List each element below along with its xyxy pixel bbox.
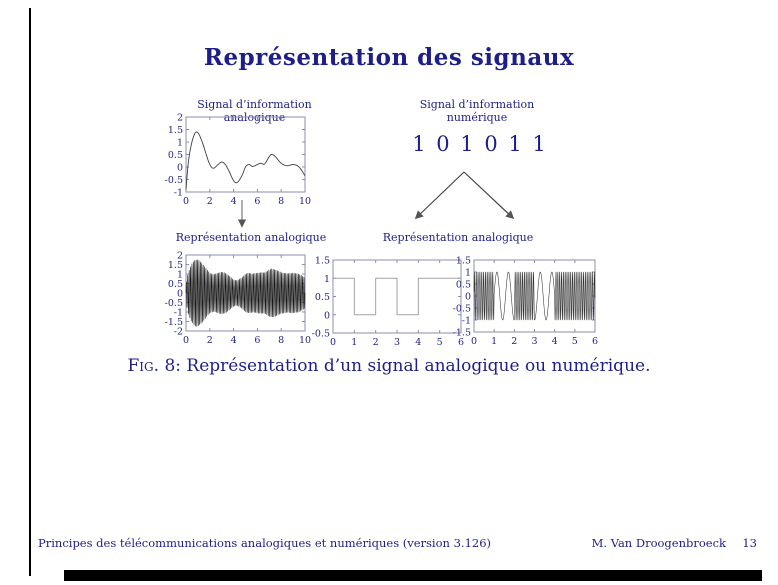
y-tick-label: 2 [176, 250, 183, 262]
y-tick-label: 0 [464, 291, 471, 303]
x-tick-label: 0 [329, 337, 337, 348]
fsk-signal-plot [448, 254, 605, 347]
footer-author: M. Van Droogenbroeck [591, 536, 726, 550]
x-tick-label: 10 [298, 196, 312, 207]
y-tick-label: 1 [176, 137, 183, 149]
y-tick-label: 1.5 [167, 125, 183, 136]
x-tick-label: 0 [182, 196, 190, 207]
fsk-plot-canvas [448, 254, 605, 347]
x-tick-label: 1 [351, 337, 358, 348]
x-tick-label: 5 [436, 337, 443, 348]
y-tick-label: -0.5 [164, 175, 183, 186]
y-tick-label: -1 [173, 307, 183, 319]
x-tick-label: 5 [571, 336, 578, 347]
footer-page-number: 13 [742, 536, 757, 550]
y-tick-label: 1 [176, 269, 183, 281]
y-tick-label: 1.5 [167, 260, 183, 271]
x-tick-label: 4 [230, 335, 237, 346]
figure-caption [0, 356, 778, 376]
x-tick-label: 2 [206, 335, 213, 346]
x-tick-label: 6 [457, 337, 465, 348]
y-tick-label: -1.5 [452, 327, 471, 339]
x-tick-label: 2 [206, 196, 213, 207]
y-tick-label: 0.5 [167, 150, 183, 161]
binary-digits: 1 0 1 0 1 1 [412, 132, 548, 156]
repr-analog-left-label: Représentation analogique [175, 231, 327, 244]
x-tick-label: 2 [511, 336, 518, 347]
flow-arrows [180, 160, 540, 235]
y-tick-label: 0 [176, 288, 183, 300]
y-tick-label: -0.5 [311, 328, 330, 340]
x-tick-label: 6 [591, 336, 599, 347]
down-left-arrow-icon [416, 172, 464, 218]
signal-trace [186, 260, 305, 327]
y-tick-label: 0.5 [167, 279, 183, 290]
x-tick-label: 6 [254, 196, 261, 207]
x-tick-label: 10 [298, 335, 312, 346]
y-tick-label: -0.5 [452, 303, 471, 315]
bottom-scrollbar[interactable] [64, 570, 762, 581]
y-tick-label: 2 [176, 112, 183, 124]
y-tick-label: 0.5 [455, 279, 471, 291]
y-tick-label: 1 [464, 267, 471, 279]
left-scrollbar[interactable] [29, 8, 31, 576]
x-tick-label: 1 [491, 336, 498, 347]
down-right-arrow-icon [464, 172, 513, 218]
page-title: Représentation des signaux [203, 44, 575, 71]
footer-course-title: Principes des télécommunications analogiques et numériques (version 3.126) [38, 536, 492, 550]
signal-trace [474, 272, 595, 320]
x-tick-label: 2 [372, 337, 379, 348]
figure-caption-text: Représentation d’un signal analogique ou numérique. [181, 356, 651, 376]
y-tick-label: -2 [173, 326, 183, 338]
x-tick-label: 8 [278, 335, 285, 346]
y-tick-label: 0 [176, 162, 183, 174]
y-tick-label: -1 [173, 187, 183, 199]
x-tick-label: 4 [415, 337, 422, 348]
x-tick-label: 6 [254, 335, 261, 346]
am-plot-canvas [160, 249, 315, 346]
y-tick-label: 0.5 [314, 292, 330, 303]
y-tick-label: 1 [323, 273, 330, 285]
x-tick-label: 3 [393, 337, 401, 348]
y-tick-label: -1 [461, 315, 471, 327]
x-tick-label: 0 [182, 335, 190, 346]
square-wave-plot [307, 254, 471, 348]
y-tick-label: 1.5 [314, 255, 330, 267]
digital-info-title: Signal d’information numérique [419, 98, 535, 124]
repr-analog-right-label: Représentation analogique [382, 231, 534, 244]
y-tick-label: 0 [323, 310, 330, 322]
signal-trace [333, 278, 461, 315]
nrz-plot-canvas [307, 254, 471, 348]
y-tick-label: 1.5 [455, 255, 471, 267]
analog-info-plot-title: Signal d’information analogique [197, 98, 312, 124]
x-tick-label: 8 [278, 196, 285, 207]
figure-caption-label: Fig. 8: [127, 356, 181, 376]
x-tick-label: 4 [551, 336, 558, 347]
y-tick-label: -1.5 [164, 317, 183, 328]
x-tick-label: 3 [531, 336, 538, 347]
am-signal-plot [160, 249, 315, 346]
x-tick-label: 4 [230, 196, 237, 207]
x-tick-label: 0 [470, 336, 478, 347]
y-tick-label: -0.5 [164, 298, 183, 309]
